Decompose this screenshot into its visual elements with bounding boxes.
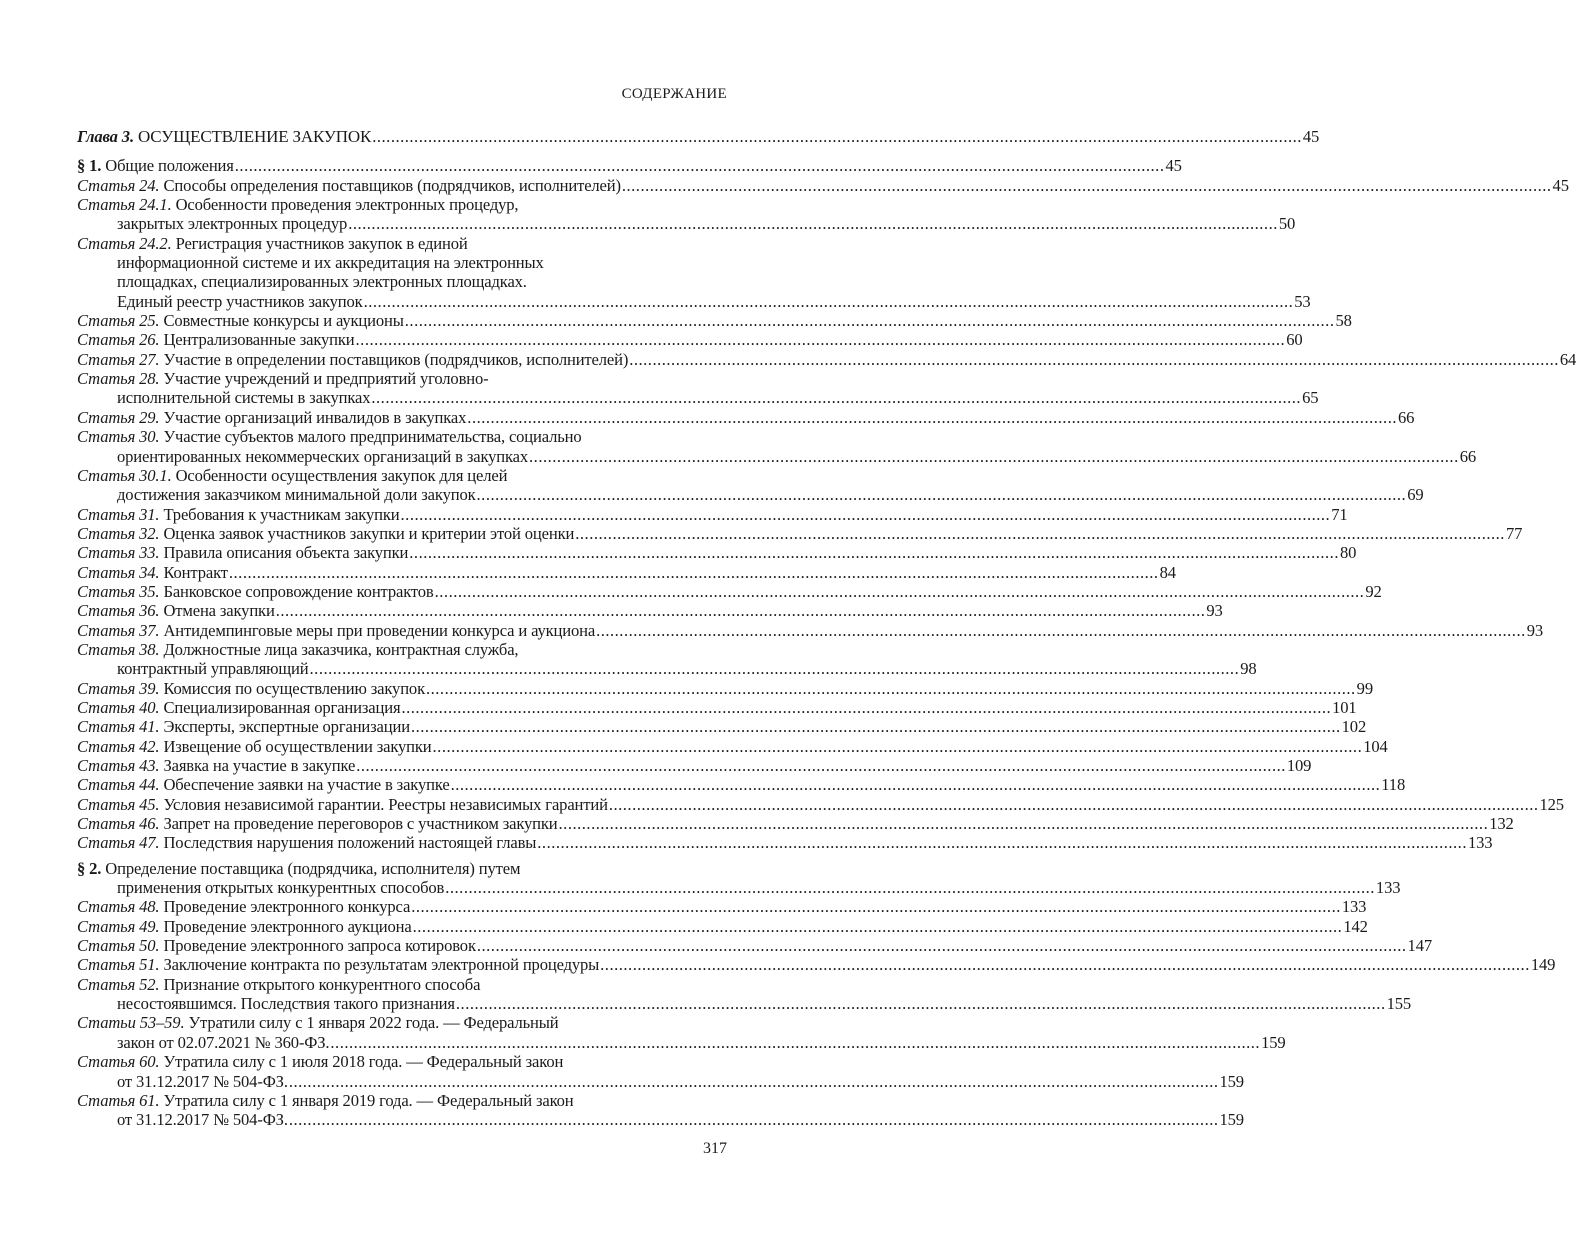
- entry-title: Признание открытого конкурентного способа: [163, 974, 481, 994]
- entry-title: Оценка заявок участников закупки и критерии этой оценки: [163, 523, 575, 543]
- toc-line: [77, 975, 727, 994]
- toc-line: [77, 562, 1176, 582]
- dot-leader: ........................................................................................................................................................................................................: [356, 756, 1286, 775]
- entry-label: Статья 40.: [77, 697, 160, 717]
- dot-leader: ........................................................................................................................................................................................................: [309, 659, 1240, 679]
- entry-label: Статья 38.: [77, 639, 160, 659]
- dot-leader: ........................................................................................................................................................................................................: [401, 697, 1332, 717]
- toc-line: [77, 311, 1352, 331]
- toc-line: [77, 523, 1523, 543]
- entry-title: Проведение электронного запроса котировок: [163, 936, 476, 956]
- entry-page-number: 102: [1341, 717, 1367, 737]
- entry-title: Общие положения: [105, 156, 234, 176]
- entry-label: Статья 43.: [77, 756, 160, 775]
- toc-line: [77, 717, 1367, 737]
- entry-label: Глава 3.: [77, 127, 134, 146]
- entry-page-number: 84: [1159, 562, 1176, 582]
- entry-page-number: 125: [1539, 794, 1564, 814]
- dot-leader: ........................................................................................................................................................................................................: [400, 504, 1331, 524]
- entry-page-number: 92: [1365, 581, 1382, 601]
- toc-entry-section: [77, 156, 1182, 176]
- dot-leader: ........................................................................................................................................................................................................: [529, 446, 1459, 466]
- dot-leader: ........................................................................................................................................................................................................: [404, 311, 1335, 331]
- entry-page-number: 66: [1459, 446, 1477, 466]
- dot-leader: ........................................................................................................................................................................................................: [411, 897, 1341, 917]
- toc-line: [77, 878, 1401, 898]
- entry-title: закрытых электронных процедур: [117, 214, 348, 234]
- toc-line: [77, 916, 1368, 936]
- entry-title: Утратила силу с 1 января 2019 года. — Федеральный закон: [163, 1090, 574, 1110]
- toc-line: [77, 936, 1432, 956]
- entry-label: Статья 34.: [77, 562, 160, 582]
- entry-title: Комиссия по осуществлению закупок: [163, 678, 425, 698]
- entry-title: Контракт: [163, 562, 228, 582]
- entry-label: Статья 44.: [77, 775, 160, 795]
- entry-title: Последствия нарушения положений настоящей главы: [163, 833, 537, 853]
- toc-line: [77, 156, 1182, 176]
- entry-title: Проведение электронного конкурса: [163, 897, 411, 917]
- entry-label: Статья 28.: [77, 369, 160, 389]
- dot-leader: ........................................................................................................................................................................................................: [434, 581, 1365, 601]
- toc-entry-article: [77, 756, 1312, 775]
- entry-page-number: 155: [1386, 994, 1412, 1014]
- dot-leader: ........................................................................................................................................................................................................: [608, 794, 1539, 814]
- dot-leader: ........................................................................................................................................................................................................: [330, 1032, 1261, 1052]
- entry-page-number: 93: [1526, 620, 1544, 640]
- entry-label: Статья 37.: [77, 620, 160, 640]
- dot-leader: ........................................................................................................................................................................................................: [455, 994, 1386, 1014]
- toc-entry-article: [77, 717, 1367, 737]
- toc-line: [77, 814, 1514, 834]
- toc-line: [77, 272, 727, 291]
- entry-title: информационной системе и их аккредитация на электронных: [117, 253, 544, 273]
- dot-leader: ........................................................................................................................................................................................................: [288, 1110, 1219, 1130]
- entry-page-number: 58: [1335, 311, 1352, 331]
- toc-line: [77, 291, 1311, 311]
- entry-title: достижения заказчиком минимальной доли закупок: [117, 485, 476, 505]
- toc-entry-article: [77, 504, 1348, 524]
- entry-label: Статья 60.: [77, 1052, 160, 1072]
- entry-label: Статья 25.: [77, 311, 160, 331]
- toc-line: [77, 485, 1424, 505]
- toc-line: [77, 620, 1544, 640]
- entry-title: закон от 02.07.2021 № 360-ФЗ.: [117, 1032, 330, 1052]
- dot-leader: ........................................................................................................................................................................................................: [432, 736, 1363, 756]
- entry-label: Статья 29.: [77, 407, 160, 427]
- entry-title: Обеспечение заявки на участие в закупке: [163, 775, 450, 795]
- toc-line: [77, 330, 1303, 350]
- toc-entry-article: [77, 620, 1544, 640]
- entry-page-number: 104: [1363, 736, 1388, 756]
- toc-line: [77, 955, 1556, 975]
- entry-title: Утратили силу с 1 января 2022 года. — Федеральный: [188, 1013, 559, 1033]
- toc-line: [77, 127, 1320, 146]
- entry-title: площадках, специализированных электронных площадках.: [117, 272, 527, 292]
- dot-leader: ........................................................................................................................................................................................................: [621, 175, 1552, 195]
- dot-leader: ........................................................................................................................................................................................................: [445, 878, 1375, 898]
- entry-label: Статья 24.1.: [77, 195, 172, 215]
- entry-title: Банковское сопровождение контрактов: [163, 581, 434, 601]
- entry-label: Статья 36.: [77, 601, 160, 621]
- toc-line: [77, 446, 1477, 466]
- entry-page-number: 101: [1332, 697, 1357, 717]
- toc-line: [77, 601, 1223, 621]
- entry-label: Статья 33.: [77, 543, 160, 563]
- toc-entry-article: [77, 814, 1514, 834]
- entry-page-number: 159: [1261, 1032, 1286, 1052]
- toc-line: [77, 543, 1357, 563]
- toc-line: [77, 234, 727, 253]
- toc-entry-article: [77, 736, 1388, 756]
- dot-leader: ........................................................................................................................................................................................................: [467, 407, 1397, 427]
- entry-label: § 1.: [77, 156, 102, 176]
- toc-line: [77, 175, 1569, 195]
- dot-leader: ........................................................................................................................................................................................................: [537, 833, 1467, 853]
- entry-page-number: 93: [1206, 601, 1223, 621]
- entry-label: Статьи 53–59.: [77, 1013, 185, 1033]
- entry-page-number: 109: [1286, 756, 1312, 775]
- dot-leader: ........................................................................................................................................................................................................: [275, 601, 1206, 621]
- entry-title: Особенности осуществления закупок для целей: [175, 465, 508, 485]
- entry-page-number: 132: [1489, 814, 1514, 834]
- toc-line: [77, 833, 1493, 853]
- toc-line: [77, 195, 727, 214]
- toc-entry-article: [77, 330, 1303, 350]
- entry-title: Особенности проведения электронных процедур,: [175, 195, 519, 215]
- toc-line: [77, 349, 1576, 369]
- toc-line: [77, 859, 727, 878]
- entry-label: Статья 31.: [77, 504, 160, 524]
- toc-line: [77, 736, 1388, 756]
- toc-line: [77, 427, 727, 446]
- entry-label: Статья 48.: [77, 897, 160, 917]
- entry-title: Единый реестр участников закупок: [117, 291, 363, 311]
- entry-title: Извещение об осуществлении закупки: [163, 736, 432, 756]
- toc-entry-article: [77, 562, 1176, 582]
- toc-line: [77, 214, 1296, 234]
- dot-leader: ........................................................................................................................................................................................................: [363, 291, 1294, 311]
- toc-line: [77, 897, 1367, 917]
- entry-title: исполнительной системы в закупках: [117, 388, 371, 408]
- entry-title: от 31.12.2017 № 504-ФЗ.: [117, 1110, 288, 1130]
- toc-line: [77, 369, 727, 388]
- dot-leader: ........................................................................................................................................................................................................: [410, 717, 1341, 737]
- toc-entry-article: [77, 543, 1357, 563]
- toc-line: [77, 1013, 727, 1032]
- toc-entry-article: [77, 697, 1357, 717]
- toc-line: [77, 407, 1415, 427]
- entry-label: Статья 39.: [77, 678, 160, 698]
- toc-entry-article: [77, 794, 1564, 814]
- entry-page-number: 71: [1331, 504, 1348, 524]
- entry-page-number: 66: [1397, 407, 1415, 427]
- entry-title: Проведение электронного аукциона: [163, 916, 412, 936]
- entry-title: Определение поставщика (подрядчика, исполнителя) путем: [105, 858, 521, 878]
- entry-page-number: 118: [1381, 775, 1406, 795]
- toc-entry-chapter: [77, 127, 1320, 146]
- toc-line: [77, 1032, 1286, 1052]
- toc-line: [77, 1071, 1244, 1091]
- dot-leader: ........................................................................................................................................................................................................: [450, 775, 1381, 795]
- dot-leader: ........................................................................................................................................................................................................: [558, 814, 1489, 834]
- entry-title: Централизованные закупки: [163, 330, 355, 350]
- entry-label: Статья 35.: [77, 581, 160, 601]
- toc-entry-article: [77, 974, 1412, 1014]
- entry-label: Статья 30.: [77, 427, 160, 447]
- toc-line: [77, 640, 727, 659]
- dot-leader: ........................................................................................................................................................................................................: [629, 349, 1559, 369]
- entry-page-number: 149: [1530, 955, 1556, 975]
- toc-entry-article: [77, 407, 1415, 427]
- entry-title: Участие учреждений и предприятий уголовно-: [163, 369, 489, 389]
- entry-title: Способы определения поставщиков (подрядчиков, исполнителей): [163, 175, 621, 195]
- toc-line: [77, 794, 1564, 814]
- dot-leader: ........................................................................................................................................................................................................: [476, 936, 1407, 956]
- toc-entry-article: [77, 581, 1382, 601]
- entry-title: Условия независимой гарантии. Реестры независимых гарантий: [163, 794, 608, 814]
- entry-title: от 31.12.2017 № 504-ФЗ.: [117, 1071, 288, 1091]
- toc-entry-article: [77, 465, 1424, 505]
- entry-title: Должностные лица заказчика, контрактная служба,: [163, 639, 519, 659]
- entry-page-number: 80: [1339, 543, 1357, 563]
- toc-line: [77, 581, 1382, 601]
- entry-page-number: 77: [1505, 523, 1523, 543]
- entry-page-number: 159: [1219, 1110, 1244, 1130]
- entry-title: Утратила силу с 1 июля 2018 года. — Федеральный закон: [163, 1052, 564, 1072]
- toc-entry-section: [77, 858, 1401, 898]
- toc-entry-article: [77, 916, 1368, 936]
- dot-leader: ........................................................................................................................................................................................................: [228, 562, 1159, 582]
- toc-entry-article: [77, 775, 1406, 795]
- dot-leader: ........................................................................................................................................................................................................: [409, 543, 1339, 563]
- entry-title: Специализированная организация: [163, 697, 401, 717]
- entry-label: Статья 61.: [77, 1090, 160, 1110]
- entry-page-number: 69: [1407, 485, 1424, 505]
- entry-label: Статья 50.: [77, 936, 160, 956]
- toc-line: [77, 1091, 727, 1110]
- toc-line: [77, 1110, 1244, 1130]
- toc-line: [77, 994, 1412, 1014]
- toc-line: [77, 775, 1406, 795]
- toc-entry-article: [77, 175, 1569, 195]
- toc-entry-article: [77, 523, 1523, 543]
- entry-page-number: 45: [1165, 156, 1182, 176]
- entry-title: Заключение контракта по результатам электронной процедуры: [163, 955, 600, 975]
- toc-entry-article: [77, 639, 1257, 679]
- entry-title: Совместные конкурсы и аукционы: [163, 311, 404, 331]
- entry-page-number: 147: [1407, 936, 1432, 956]
- entry-label: Статья 52.: [77, 974, 160, 994]
- toc-line: [77, 756, 1312, 775]
- entry-title: Требования к участникам закупки: [163, 504, 400, 524]
- entry-page-number: 133: [1467, 833, 1493, 853]
- dot-leader: ........................................................................................................................................................................................................: [355, 330, 1286, 350]
- toc-line: [77, 678, 1373, 698]
- entry-title: Отмена закупки: [163, 601, 275, 621]
- toc-entry-article: [77, 427, 1477, 466]
- entry-label: Статья 51.: [77, 955, 160, 975]
- entry-label: Статья 49.: [77, 916, 160, 936]
- entry-page-number: 142: [1343, 916, 1368, 936]
- entry-title: Эксперты, экспертные организации: [163, 717, 410, 737]
- dot-leader: ........................................................................................................................................................................................................: [600, 955, 1530, 975]
- toc-entry-article: [77, 601, 1223, 621]
- entry-title: контрактный управляющий: [117, 659, 309, 679]
- entry-page-number: 98: [1240, 659, 1257, 679]
- toc-line: [77, 466, 727, 485]
- dot-leader: ........................................................................................................................................................................................................: [371, 388, 1302, 408]
- entry-label: Статья 42.: [77, 736, 160, 756]
- entry-title: Регистрация участников закупок в единой: [175, 233, 468, 253]
- entry-label: Статья 27.: [77, 349, 160, 369]
- toc-line: [77, 253, 727, 272]
- entry-title: ориентированных некоммерческих организаций в закупках: [117, 446, 529, 466]
- toc-entry-article: [77, 833, 1493, 853]
- dot-leader: ........................................................................................................................................................................................................: [412, 916, 1343, 936]
- dot-leader: ........................................................................................................................................................................................................: [348, 214, 1278, 234]
- toc-entry-article: [77, 311, 1352, 331]
- toc-entry-article: [77, 1052, 1244, 1091]
- toc-line: [77, 697, 1357, 717]
- dot-leader: ........................................................................................................................................................................................................: [476, 485, 1407, 505]
- entry-title: Участие организаций инвалидов в закупках: [163, 407, 467, 427]
- page-number: 317: [703, 1140, 727, 1157]
- entry-title: Правила описания объекта закупки: [163, 543, 409, 563]
- entry-title: ОСУЩЕСТВЛЕНИЕ ЗАКУПОК: [137, 127, 372, 146]
- entry-title: Запрет на проведение переговоров с участником закупки: [163, 814, 558, 834]
- toc-entry-article: [77, 1013, 1286, 1052]
- entry-page-number: 133: [1341, 897, 1367, 917]
- entry-title: Заявка на участие в закупке: [163, 756, 356, 775]
- entry-page-number: 60: [1286, 330, 1303, 350]
- toc-entry-article: [77, 897, 1367, 917]
- entry-page-number: 133: [1375, 878, 1401, 898]
- table-of-contents: [77, 127, 1576, 1130]
- toc-entry-article: [77, 955, 1556, 975]
- entry-page-number: 45: [1302, 127, 1320, 146]
- toc-entry-article: [77, 1090, 1244, 1130]
- entry-page-number: 65: [1302, 388, 1319, 408]
- dot-leader: ........................................................................................................................................................................................................: [425, 678, 1356, 698]
- toc-entry-article: [77, 678, 1373, 698]
- entry-label: Статья 24.: [77, 175, 160, 195]
- entry-label: Статья 24.2.: [77, 233, 172, 253]
- toc-line: [77, 388, 1319, 408]
- dot-leader: ........................................................................................................................................................................................................: [575, 523, 1505, 543]
- entry-label: Статья 26.: [77, 330, 160, 350]
- entry-label: Статья 41.: [77, 717, 160, 737]
- entry-title: Участие субъектов малого предпринимательства, социально: [163, 427, 582, 447]
- entry-title: применения открытых конкурентных способов: [117, 878, 445, 898]
- entry-page-number: 159: [1219, 1071, 1244, 1091]
- entry-label: Статья 32.: [77, 523, 160, 543]
- toc-line: [77, 1052, 727, 1071]
- entry-label: Статья 45.: [77, 794, 160, 814]
- entry-page-number: 45: [1552, 175, 1569, 195]
- dot-leader: ........................................................................................................................................................................................................: [372, 127, 1302, 146]
- toc-entry-article: [77, 349, 1576, 369]
- toc-entry-article: [77, 195, 1296, 234]
- entry-page-number: 64: [1559, 349, 1576, 369]
- entry-title: несостоявшимся. Последствия такого признания: [117, 994, 455, 1014]
- entry-label: § 2.: [77, 858, 102, 878]
- entry-label: Статья 47.: [77, 833, 160, 853]
- dot-leader: ........................................................................................................................................................................................................: [288, 1071, 1219, 1091]
- entry-title: Антидемпинговые меры при проведении конкурса и аукциона: [163, 620, 596, 640]
- entry-page-number: 50: [1278, 214, 1296, 234]
- entry-label: Статья 30.1.: [77, 465, 172, 485]
- toc-entry-article: [77, 233, 1311, 311]
- toc-entry-article: [77, 936, 1432, 956]
- dot-leader: ........................................................................................................................................................................................................: [234, 156, 1165, 176]
- entry-page-number: 53: [1294, 291, 1311, 311]
- toc-entry-article: [77, 369, 1319, 408]
- dot-leader: ........................................................................................................................................................................................................: [596, 620, 1526, 640]
- entry-label: Статья 46.: [77, 814, 160, 834]
- toc-line: [77, 659, 1257, 679]
- entry-title: Участие в определении поставщиков (подрядчиков, исполнителей): [163, 349, 629, 369]
- running-head: СОДЕРЖАНИЕ: [621, 86, 727, 102]
- toc-line: [77, 504, 1348, 524]
- entry-page-number: 99: [1356, 678, 1373, 698]
